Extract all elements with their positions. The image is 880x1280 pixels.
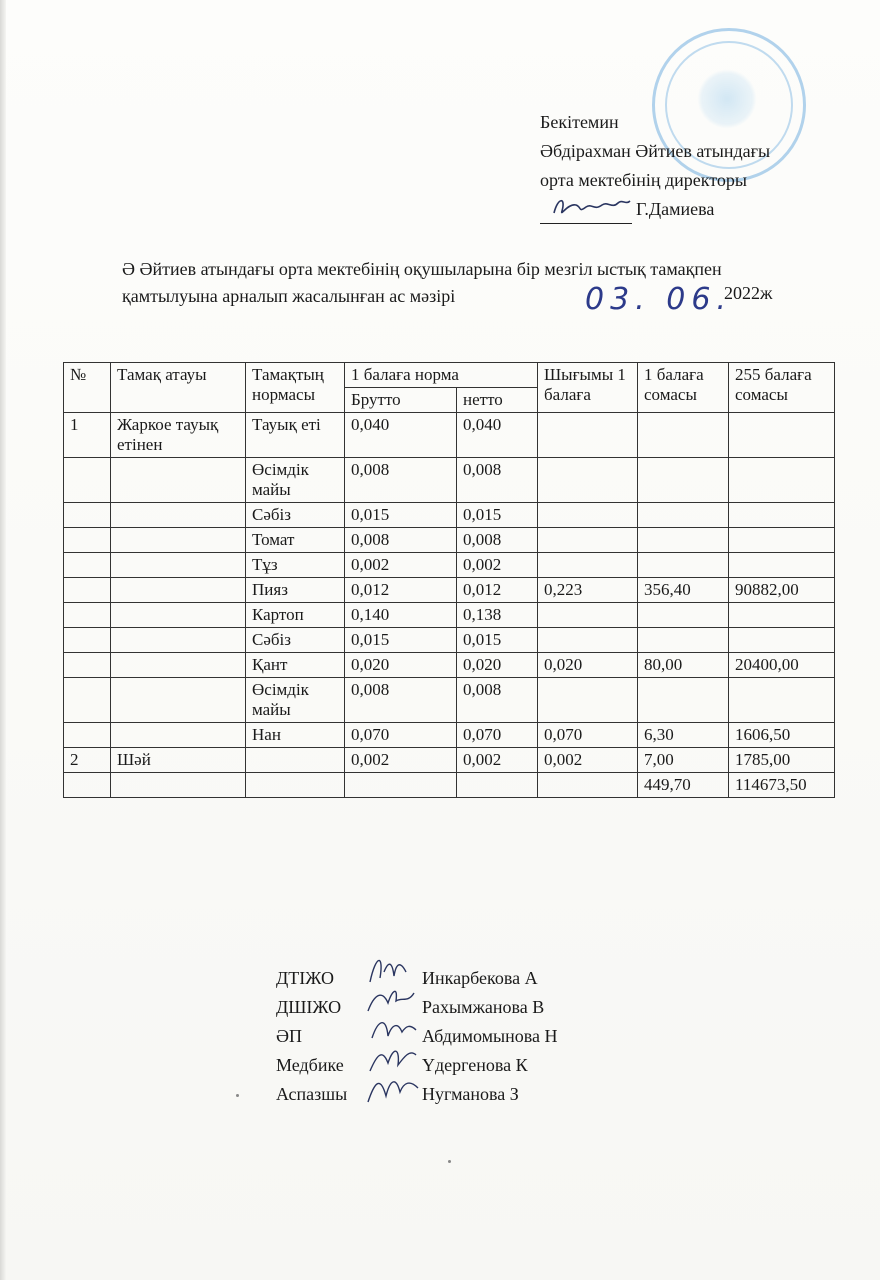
cell-output: 0,002 — [538, 748, 638, 773]
cell-brutto: 0,020 — [345, 653, 457, 678]
cell-brutto: 0,002 — [345, 748, 457, 773]
cell-brutto: 0,008 — [345, 528, 457, 553]
page-edge — [0, 0, 6, 1280]
cell-netto: 0,015 — [457, 628, 538, 653]
cell-sum-all — [729, 528, 835, 553]
approval-position: орта мектебінің директоры — [540, 170, 748, 190]
header-num: № — [64, 363, 111, 413]
cell-netto: 0,008 — [457, 458, 538, 503]
document-year: 2022ж — [724, 283, 773, 303]
cell-sum-all: 90882,00 — [729, 578, 835, 603]
table-row — [64, 748, 835, 773]
cell-sum-one — [638, 458, 729, 503]
cell-norm: Тауық еті — [246, 413, 345, 458]
signer-name: Үдергенова К — [422, 1055, 528, 1075]
cell-food — [111, 578, 246, 603]
cell-food — [111, 723, 246, 748]
cell-brutto — [345, 773, 457, 798]
cell-netto: 0,020 — [457, 653, 538, 678]
table-row — [64, 553, 835, 578]
cell-num — [64, 553, 111, 578]
cell-output — [538, 553, 638, 578]
header-sum-one: 1 балаға сомасы — [638, 363, 729, 413]
table-row — [64, 578, 835, 603]
cell-norm — [246, 773, 345, 798]
cell-netto: 0,002 — [457, 553, 538, 578]
cell-sum-all — [729, 603, 835, 628]
table-body — [64, 413, 835, 798]
cell-brutto: 0,040 — [345, 413, 457, 458]
director-name: Г.Дамиева — [636, 199, 715, 219]
cell-norm: Өсімдік майы — [246, 458, 345, 503]
cell-food — [111, 458, 246, 503]
cell-norm: Картоп — [246, 603, 345, 628]
cell-norm: Сәбіз — [246, 503, 345, 528]
cell-sum-all: 20400,00 — [729, 653, 835, 678]
handwritten-date: 03. 06. — [585, 282, 732, 317]
cell-sum-one — [638, 553, 729, 578]
cell-food: Жаркое тауық етінен — [111, 413, 246, 458]
cell-brutto: 0,008 — [345, 678, 457, 723]
cell-num — [64, 458, 111, 503]
menu-table — [63, 362, 835, 798]
signer-role: ӘП — [276, 1026, 302, 1046]
cell-output: 0,020 — [538, 653, 638, 678]
cell-sum-one — [638, 678, 729, 723]
cell-brutto: 0,015 — [345, 628, 457, 653]
speck — [236, 1094, 239, 1097]
approval-block — [540, 108, 770, 224]
cell-brutto: 0,070 — [345, 723, 457, 748]
approval-title: Бекітемин — [540, 112, 619, 132]
signer-signature — [366, 1068, 422, 1117]
cell-food — [111, 628, 246, 653]
cell-sum-all — [729, 553, 835, 578]
header-output: Шығымы 1 балаға — [538, 363, 638, 413]
cell-num — [64, 678, 111, 723]
table-row — [64, 458, 835, 503]
cell-output — [538, 678, 638, 723]
cell-sum-all: 114673,50 — [729, 773, 835, 798]
speck — [448, 1160, 451, 1163]
cell-sum-one: 356,40 — [638, 578, 729, 603]
table-row — [64, 653, 835, 678]
signer-role: ДТІЖО — [276, 968, 334, 988]
cell-netto: 0,008 — [457, 528, 538, 553]
cell-output: 0,070 — [538, 723, 638, 748]
cell-num — [64, 578, 111, 603]
cell-netto: 0,070 — [457, 723, 538, 748]
signer-name: Рахымжанова В — [422, 997, 545, 1017]
cell-output — [538, 458, 638, 503]
signer-role: Аспазшы — [276, 1084, 348, 1104]
cell-norm: Өсімдік майы — [246, 678, 345, 723]
cell-norm: Тұз — [246, 553, 345, 578]
cell-food — [111, 528, 246, 553]
signer-name: Нугманова З — [422, 1084, 519, 1104]
cell-output — [538, 603, 638, 628]
cell-netto: 0,015 — [457, 503, 538, 528]
cell-num — [64, 603, 111, 628]
cell-brutto: 0,008 — [345, 458, 457, 503]
cell-sum-one — [638, 628, 729, 653]
table-row — [64, 528, 835, 553]
cell-norm: Қант — [246, 653, 345, 678]
cell-num — [64, 628, 111, 653]
table-row — [64, 603, 835, 628]
cell-output — [538, 773, 638, 798]
cell-sum-all: 1785,00 — [729, 748, 835, 773]
cell-sum-all — [729, 678, 835, 723]
table-row — [64, 773, 835, 798]
cell-norm: Сәбіз — [246, 628, 345, 653]
cell-netto: 0,002 — [457, 748, 538, 773]
cell-food — [111, 653, 246, 678]
cell-norm: Нан — [246, 723, 345, 748]
cell-sum-all: 1606,50 — [729, 723, 835, 748]
approval-school: Әбдірахман Әйтиев атындағы — [540, 141, 771, 161]
table-row — [64, 723, 835, 748]
table-row — [64, 503, 835, 528]
cell-output — [538, 628, 638, 653]
table-header-row — [64, 363, 835, 388]
cell-output: 0,223 — [538, 578, 638, 603]
cell-food — [111, 773, 246, 798]
cell-sum-one: 449,70 — [638, 773, 729, 798]
cell-sum-one — [638, 528, 729, 553]
cell-num — [64, 528, 111, 553]
table-row — [64, 678, 835, 723]
cell-brutto: 0,140 — [345, 603, 457, 628]
title-line-2: қамтылуына арналып жасалынған ас мәзірі — [122, 286, 456, 306]
header-per-child: 1 балаға норма — [345, 363, 538, 388]
cell-sum-one: 6,30 — [638, 723, 729, 748]
cell-num: 1 — [64, 413, 111, 458]
header-sum-all: 255 балаға сомасы — [729, 363, 835, 413]
cell-sum-one — [638, 413, 729, 458]
cell-sum-all — [729, 503, 835, 528]
cell-sum-one: 7,00 — [638, 748, 729, 773]
approval-signature-line — [540, 195, 770, 224]
cell-food — [111, 503, 246, 528]
cell-netto: 0,008 — [457, 678, 538, 723]
cell-norm: Пияз — [246, 578, 345, 603]
cell-netto — [457, 773, 538, 798]
cell-sum-all — [729, 458, 835, 503]
cell-num: 2 — [64, 748, 111, 773]
cell-sum-one: 80,00 — [638, 653, 729, 678]
signature-line — [540, 203, 632, 224]
cell-netto: 0,138 — [457, 603, 538, 628]
cell-output — [538, 413, 638, 458]
cell-sum-all — [729, 413, 835, 458]
cell-food: Шәй — [111, 748, 246, 773]
signer-role: Медбике — [276, 1055, 344, 1075]
cell-food — [111, 678, 246, 723]
cell-brutto: 0,015 — [345, 503, 457, 528]
cell-sum-one — [638, 603, 729, 628]
cell-sum-all — [729, 628, 835, 653]
signer-name: Абдимомынова Н — [422, 1026, 558, 1046]
title-line-1: Ә Әйтиев атындағы орта мектебінің оқушыларына бір мезгіл ыстық тамақпен — [122, 259, 722, 279]
cell-sum-one — [638, 503, 729, 528]
table-row — [64, 628, 835, 653]
cell-norm — [246, 748, 345, 773]
cell-brutto: 0,002 — [345, 553, 457, 578]
table-row — [64, 413, 835, 458]
signer-role: ДШІЖО — [276, 997, 342, 1017]
cell-output — [538, 503, 638, 528]
header-brutto: Брутто — [345, 388, 457, 413]
director-signature — [548, 193, 640, 219]
cell-netto: 0,012 — [457, 578, 538, 603]
header-netto: нетто — [457, 388, 538, 413]
cell-output — [538, 528, 638, 553]
cell-num — [64, 773, 111, 798]
header-food: Тамақ атауы — [111, 363, 246, 413]
cell-netto: 0,040 — [457, 413, 538, 458]
cell-food — [111, 553, 246, 578]
cell-num — [64, 503, 111, 528]
header-norm: Тамақтың нормасы — [246, 363, 345, 413]
cell-brutto: 0,012 — [345, 578, 457, 603]
cell-norm: Томат — [246, 528, 345, 553]
signer-name: Инкарбекова А — [422, 968, 538, 988]
cell-num — [64, 723, 111, 748]
cell-num — [64, 653, 111, 678]
cell-food — [111, 603, 246, 628]
